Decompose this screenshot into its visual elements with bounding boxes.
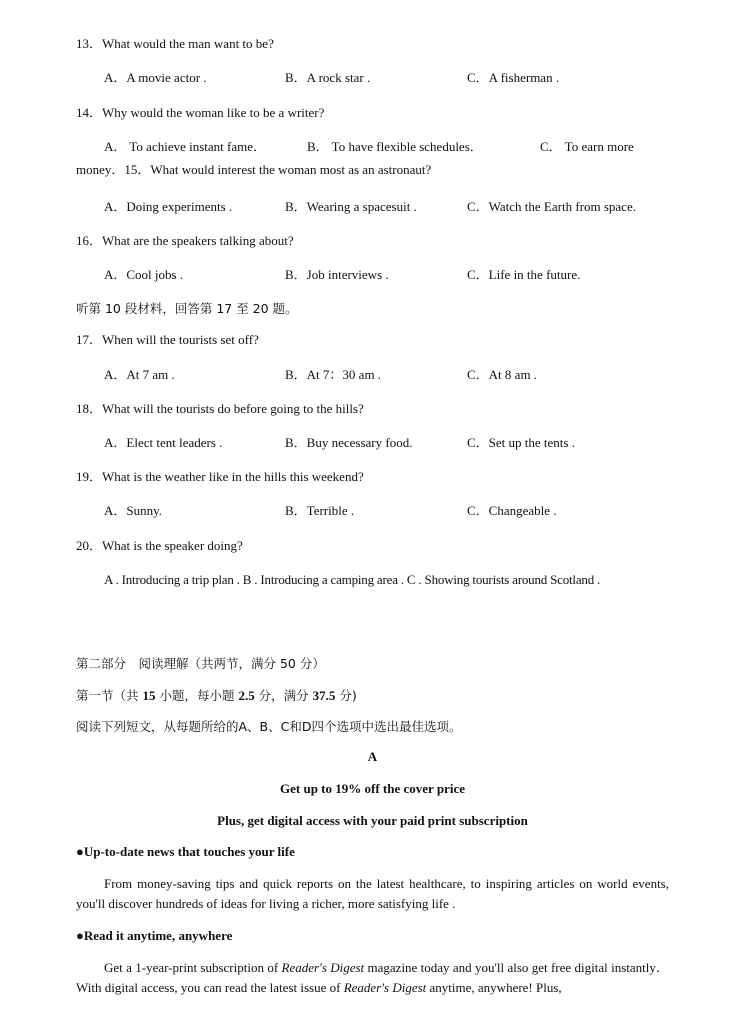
part-two-title: 第二部分 阅读理解（共两节，满分 50 分） bbox=[76, 656, 325, 671]
q19-option-b: B．Terrible . bbox=[285, 503, 355, 518]
reading-instruction: 阅读下列短文，从每题所给的A、B、C和D四个选项中选出最佳选项。 bbox=[76, 719, 462, 734]
question-14: 14．Why would the woman like to be a writer? bbox=[76, 105, 325, 120]
bullet-heading-2: ●Read it anytime, anywhere bbox=[76, 928, 233, 943]
section-one-title: 第一节（共 15 小题，每小题 2.5 分，满分 37.5 分) bbox=[76, 688, 357, 703]
q15-option-a: A．Doing experiments . bbox=[104, 199, 233, 214]
q14-option-c: C． To earn more bbox=[540, 139, 634, 154]
q15-option-b: B．Wearing a spacesuit . bbox=[285, 199, 417, 214]
question-18: 18．What will the tourists do before going to the hills? bbox=[76, 401, 364, 416]
question-20: 20．What is the speaker doing? bbox=[76, 538, 243, 553]
q14-continuation-q15: money．15．What would interest the woman most as an astronaut? bbox=[76, 162, 432, 177]
q13-option-a: A．A movie actor . bbox=[104, 70, 207, 85]
magazine-title: Reader's Digest bbox=[281, 960, 365, 975]
passage-headline: Get up to 19% off the cover price bbox=[280, 781, 465, 796]
q13-option-c: C．A fisherman . bbox=[467, 70, 560, 85]
paragraph-1: From money-saving tips and quick reports on the latest healthcare, to inspiring articles on world events, you'll discover hundreds of ideas for living a richer, more satisfying life . bbox=[76, 876, 669, 911]
q14-option-a: A． To achieve instant fame． bbox=[104, 139, 267, 154]
question-17: 17．When will the tourists set off? bbox=[76, 332, 259, 347]
q14-option-b: B． To have flexible schedules． bbox=[307, 139, 483, 154]
q17-option-c: C．At 8 am . bbox=[467, 367, 538, 382]
question-16: 16．What are the speakers talking about? bbox=[76, 233, 294, 248]
q17-option-b: B．At 7：30 am . bbox=[285, 367, 382, 382]
q15-option-c: C．Watch the Earth from space. bbox=[467, 199, 636, 214]
q16-option-b: B．Job interviews . bbox=[285, 267, 389, 282]
section-note: 听第 10 段材料，回答第 17 至 20 题。 bbox=[76, 301, 298, 316]
q16-option-a: A．Cool jobs . bbox=[104, 267, 184, 282]
passage-subheadline: Plus, get digital access with your paid print subscription bbox=[217, 813, 528, 828]
q16-option-c: C．Life in the future. bbox=[467, 267, 581, 282]
q19-option-a: A．Sunny. bbox=[104, 503, 163, 518]
q18-option-c: C．Set up the tents . bbox=[467, 435, 575, 450]
q18-option-a: A．Elect tent leaders . bbox=[104, 435, 223, 450]
q17-option-a: A．At 7 am . bbox=[104, 367, 175, 382]
passage-label: A bbox=[367, 749, 378, 764]
magazine-title: Reader's Digest bbox=[343, 980, 427, 995]
q18-option-b: B．Buy necessary food. bbox=[285, 435, 413, 450]
question-13: 13．What would the man want to be? bbox=[76, 36, 274, 51]
question-19: 19．What is the weather like in the hills this weekend? bbox=[76, 469, 364, 484]
paragraph-2: Get a 1-year-print subscription of Reader's Digest magazine today and you'll also get free digital instantly．With digital access, you can read the latest issue of Reader's Digest anytime, anywhere! Plus, bbox=[76, 960, 669, 995]
q19-option-c: C．Changeable . bbox=[467, 503, 557, 518]
q20-options: A . Introducing a trip plan . B . Introducing a camping area . C . Showing tourists around Scotland . bbox=[104, 572, 601, 587]
q13-option-b: B．A rock star . bbox=[285, 70, 371, 85]
bullet-heading-1: ●Up-to-date news that touches your life bbox=[76, 844, 295, 859]
